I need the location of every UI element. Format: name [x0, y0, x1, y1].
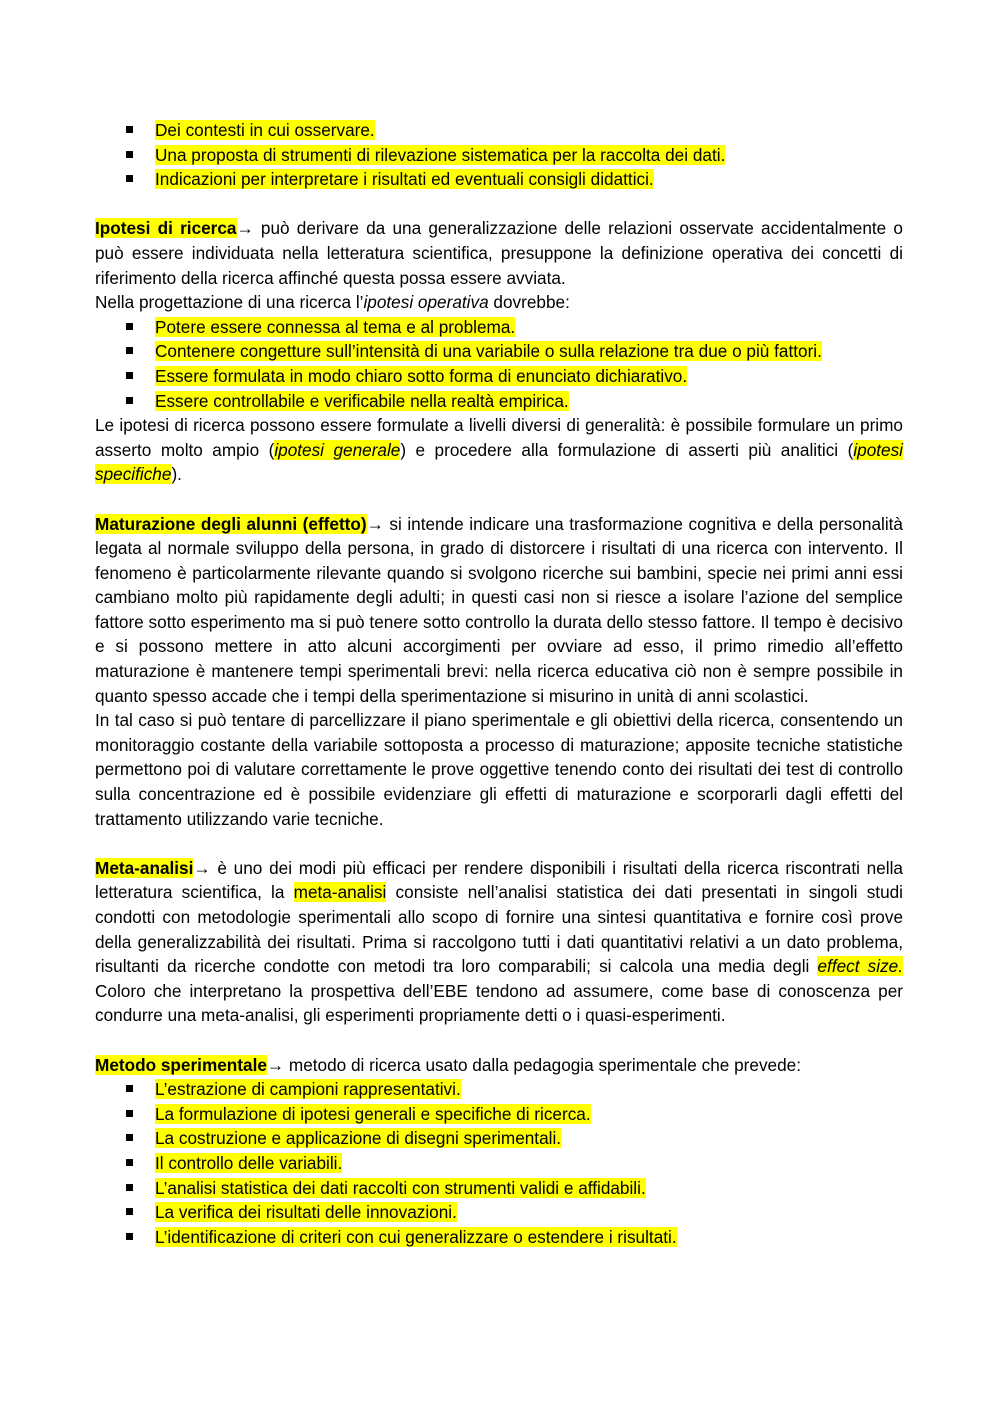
square-bullet-icon	[126, 151, 133, 158]
list-item: Potere essere connessa al tema e al problema.	[155, 315, 903, 340]
term-metodo: Metodo sperimentale	[95, 1054, 267, 1075]
arrow-icon: →	[366, 513, 384, 534]
list-item: L’estrazione di campioni rappresentativi.	[155, 1077, 903, 1102]
list-item: La costruzione e applicazione di disegni sperimentali.	[155, 1126, 903, 1151]
list-item: L’identificazione di criteri con cui generalizzare o estendere i risultati.	[155, 1225, 903, 1250]
square-bullet-icon	[126, 1208, 133, 1215]
term-ipotesi: Ipotesi di ricerca	[95, 218, 237, 239]
spacer	[95, 831, 903, 856]
list-item: Essere controllabile e verificabile nella realtà empirica.	[155, 389, 903, 414]
ipotesi-levels: Le ipotesi di ricerca possono essere formulate a livelli diversi di generalità: è possibile formulare un primo asserto molto ampio (ipotesi generale) e procedere alla formulazione di asserti più analitici (ipotesi specifiche).	[95, 415, 903, 485]
list-item: Una proposta di strumenti di rilevazione sistematica per la raccolta dei dati.	[155, 143, 903, 168]
meta-analisi-definition: Meta-analisi→ è uno dei modi più efficaci per rendere disponibili i risultati della ricerca riscontrati nella letteratura scientifica, la meta-analisi consiste nell’analisi statistica dei dati presentati in singoli studi condotti con metodologie sperimentali allo scopo di fornire una sintesi quantitativa e fornire così prove della generalizzabilità dei risultati. Prima si raccolgono tutti i dati quantitativi relativi a un dato problema, risultanti da ricerche condotte con metodi tra loro comparabili; si calcola una media degli effect size. Coloro che interpretano la prospettiva dell’EBE tendono ad assumere, come base di conoscenza per condurre una meta-analisi, gli esperimenti propriamente detti o i quasi-esperimenti.	[95, 857, 904, 1026]
square-bullet-icon	[126, 1134, 133, 1141]
ipotesi-list	[95, 315, 903, 413]
square-bullet-icon	[126, 1159, 133, 1166]
list-item: Il controllo delle variabili.	[155, 1151, 903, 1176]
square-bullet-icon	[126, 397, 133, 404]
square-bullet-icon	[126, 323, 133, 330]
list-item: Indicazioni per interpretare i risultati ed eventuali consigli didattici.	[155, 167, 903, 192]
spacer	[95, 192, 903, 217]
intro-list	[95, 118, 903, 192]
list-item: Essere formulata in modo chiaro sotto forma di enunciato dichiarativo.	[155, 364, 903, 389]
metodo-definition: Metodo sperimentale→ metodo di ricerca usato dalla pedagogia sperimentale che prevede:	[95, 1054, 802, 1075]
metodo-list	[95, 1077, 903, 1249]
square-bullet-icon	[126, 1184, 133, 1191]
square-bullet-icon	[126, 1085, 133, 1092]
square-bullet-icon	[126, 347, 133, 354]
spacer	[95, 487, 903, 512]
arrow-icon: →	[193, 857, 211, 878]
list-item: Contenere congetture sull’intensità di una variabile o sulla relazione tra due o più fattori.	[155, 339, 903, 364]
maturazione-definition: Maturazione degli alunni (effetto)→ si intende indicare una trasformazione cognitiva e della personalità legata al normale sviluppo della persona, in grado di distorcere i risultati di una ricerca con intervento. Il fenomeno è particolarmente rilevante quando si svolgono ricerche sui bambini, specie nei primi anni essi cambiano molto più rapidamente degli adulti; in questi casi non si riesce a isolare l’azione del semplice fattore sotto esperimento ma si può tenere sotto controllo la durata dello stesso fattore. Il tempo è decisivo e si possono mettere in atto alcuni accorgimenti per ovviare ad esso, il primo rimedio all’effetto maturazione è mantenere tempi sperimentali brevi: nella ricerca educativa ciò non è sempre possibile in quanto spesso accade che i tempi della sperimentazione si misurino in unità di anni scolastici.	[95, 513, 903, 706]
square-bullet-icon	[126, 372, 133, 379]
maturazione-paragraph-2: In tal caso si può tentare di parcellizzare il piano sperimentale e gli obiettivi della ricerca, consentendo un monitoraggio costante della variabile sottoposta a processo di maturazione; apposite tecniche statistiche permettono poi di valutare correttamente le prove oggettive tenendo conto dei risultati dei test di controllo sulla concentrazione ed è possibile evidenziare gli effetti di maturazione e scorporarli dagli effetti del trattamento utilizzando varie tecniche.	[95, 710, 903, 829]
document-page	[95, 118, 903, 1249]
arrow-icon: →	[266, 1054, 285, 1075]
list-item: L’analisi statistica dei dati raccolti con strumenti validi e affidabili.	[155, 1176, 903, 1201]
square-bullet-icon	[126, 1233, 133, 1240]
square-bullet-icon	[126, 126, 133, 133]
square-bullet-icon	[126, 175, 133, 182]
list-item: La verifica dei risultati delle innovazioni.	[155, 1200, 903, 1225]
list-item: Dei contesti in cui osservare.	[155, 118, 903, 143]
spacer	[95, 1028, 903, 1053]
ipotesi-definition: Ipotesi di ricerca→ può derivare da una generalizzazione delle relazioni osservate accidentalmente o può essere individuata nella letteratura scientifica, presuppone la definizione operativa dei concetti di riferimento della ricerca affinché questa possa essere avviata.	[95, 218, 903, 288]
arrow-icon: →	[236, 218, 254, 239]
term-maturazione: Maturazione degli alunni (effetto)	[95, 513, 367, 534]
term-meta-analisi: Meta-analisi	[95, 857, 194, 878]
list-item: La formulazione di ipotesi generali e specifiche di ricerca.	[155, 1102, 903, 1127]
square-bullet-icon	[126, 1110, 133, 1117]
ipotesi-operativa-intro: Nella progettazione di una ricerca l’ipotesi operativa dovrebbe:	[95, 292, 570, 313]
